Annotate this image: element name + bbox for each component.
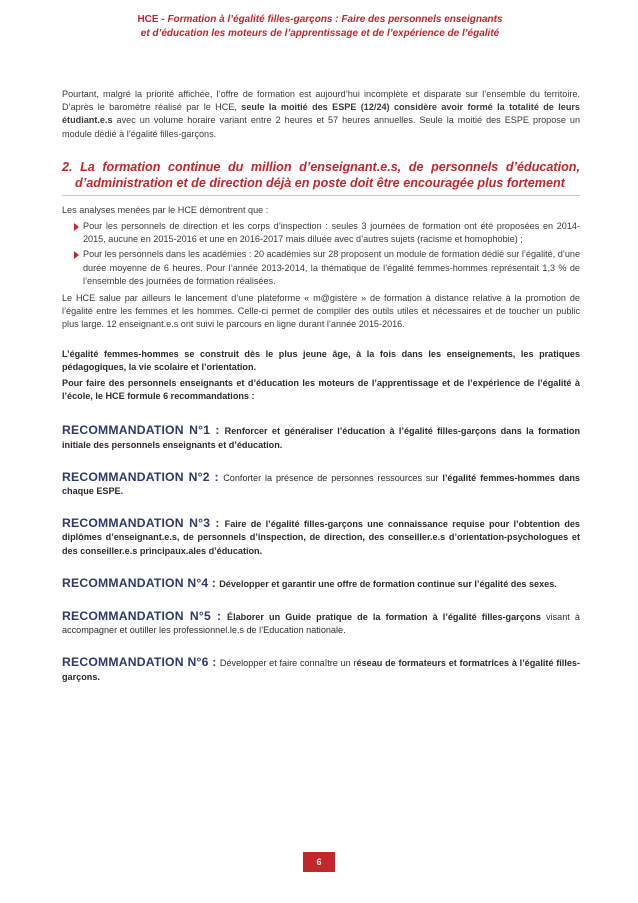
paragraph-text: Pourtant, malgré la priorité affichée, l’offre de formation est aujourd’hui incomplète et disparate sur l’ensemble du territoire. D’après le baromètre réalisé par le HCE, <box>62 89 580 113</box>
header-separator: - <box>158 14 168 25</box>
summary-paragraph-1: L’égalité femmes-hommes se construit dès le plus jeune âge, à la fois dans les enseignements, les pratiques pédagogiques, la vie scolaire et l’orientation. <box>62 348 580 372</box>
recommendation-text-bold: l’égalité femmes-hommes dans chaque ESPE. <box>62 472 580 497</box>
recommendation-colon: : <box>210 423 225 438</box>
section-heading: 2. La formation continue du million d’enseignant.e.s, de personnels d’éducation, d’administration et de direction déjà en poste doit être encouragée plus fortement <box>62 159 580 196</box>
recommendation-label: RECOMMANDATION N°4 <box>62 575 209 590</box>
recommendation-colon: : <box>208 575 220 590</box>
recommendation-4 <box>62 577 580 591</box>
header-org: HCE <box>137 14 159 25</box>
list-item-text: Pour les personnels de direction et les corps d’inspection : seules 3 journées de formation ont été proposées en 2014-2015, aucune en 2015-2016 et une en 2016-2017 mais diluée avec d’autres sujets (racisme et homophobie) ; <box>83 221 580 245</box>
recommendation-3 <box>62 517 580 558</box>
recommendation-label: RECOMMANDATION N°1 <box>62 423 211 438</box>
recommendation-text-bold: éseau de formateurs et formatrices à l’égalité filles-garçons. <box>62 658 581 682</box>
recommendation-text-bold: Renforcer et généraliser l’éducation à l’égalité filles-garçons dans la formation initiale des personnels enseignants et d’éducation. <box>62 426 580 450</box>
recommendation-text: Conforter la présence de personnes ressources sur <box>223 472 443 483</box>
recommendation-text-bold: Élaborer un Guide pratique de la formation à l’égalité filles-garçons <box>227 612 541 623</box>
list-item-text: Pour les personnels dans les académies : 20 académies sur 28 proposent un module de formation dédié sur l’égalité, d’une durée moyenne de 6 heures. Pour l’année 2013-2014, la thématique de l’égalité femmes-hommes représentait 1,3 % de l’ensemble des journées de formation réalisées. <box>83 249 580 286</box>
recommendation-label: RECOMMANDATION N°6 <box>62 655 209 670</box>
recommendation-1 <box>62 424 580 451</box>
recommendation-colon: : <box>209 469 224 484</box>
paragraph-intro <box>62 88 580 141</box>
paragraph-text: avec un volume horaire variant entre 2 heures et 57 heures annuelles. Seule la moitié des ESPE propose un module dédié à l’égalité filles-garçons. <box>62 115 580 139</box>
recommendation-label: RECOMMANDATION N°3 <box>62 516 211 531</box>
recommendation-2 <box>62 471 580 498</box>
recommendation-text: visant à accompagner et outiller les professionnel.le.s de l’Education nationale. <box>62 612 580 636</box>
list-item <box>62 220 580 246</box>
summary-paragraph-2: Pour faire des personnels enseignants et d’éducation les moteurs de l’apprentissage et de l’expérience de l’égalité à l’école, le HCE formule 6 recommandations : <box>62 378 580 402</box>
recommendation-label: RECOMMANDATION N°5 <box>62 609 211 624</box>
page-number: 6 <box>303 852 335 872</box>
recommendation-6 <box>62 656 580 683</box>
paragraph-platform: Le HCE salue par ailleurs le lancement d’une plateforme « m@gistère » de formation à distance relative à la promotion de l’égalité entre les femmes et les hommes. Celle-ci permet de compiler des outils utiles et nécessaires et de toucher un public plus large. 12 enseignant.e.s ont suivi le parcours en ligne durant l’année 2015-2016. <box>62 293 580 330</box>
section-lead: Les analyses menées par le HCE démontrent que : <box>62 204 269 215</box>
list-item <box>62 248 580 288</box>
recommendation-colon: : <box>208 655 220 670</box>
paragraph-emphasis: seule la moitié des ESPE (12/24) considère avoir formé la totalité de leurs étudiant.e.s <box>62 102 580 126</box>
recommendation-colon: : <box>210 609 227 624</box>
recommendation-text: Développer et faire connaître un r <box>219 658 357 669</box>
recommendation-5 <box>62 610 580 637</box>
recommendation-text-bold: Faire de l’égalité filles-garçons une connaissance requise pour l’obtention des diplômes d’enseignant.e.s, de personnels d’inspection, de direction, des conseiller.e.s d’orientation-psychologues et des conseiller.e.s principaux.ales d’éducation. <box>62 519 580 556</box>
recommendation-text-bold: Développer et garantir une offre de formation continue sur l’égalité des sexes. <box>219 578 557 589</box>
recommendation-label: RECOMMANDATION N°2 <box>62 469 210 484</box>
recommendation-colon: : <box>210 516 225 531</box>
running-header <box>70 13 570 41</box>
bullet-list <box>62 220 580 288</box>
header-title-line1: Formation à l’égalité filles-garçons : Faire des personnels enseignants <box>167 14 503 25</box>
bullet-triangle-icon <box>74 251 79 259</box>
page-content <box>62 88 580 703</box>
header-title-line2: et d’éducation les moteurs de l’apprentissage et de l’expérience de l’égalité <box>140 28 500 39</box>
bullet-triangle-icon <box>74 223 79 231</box>
